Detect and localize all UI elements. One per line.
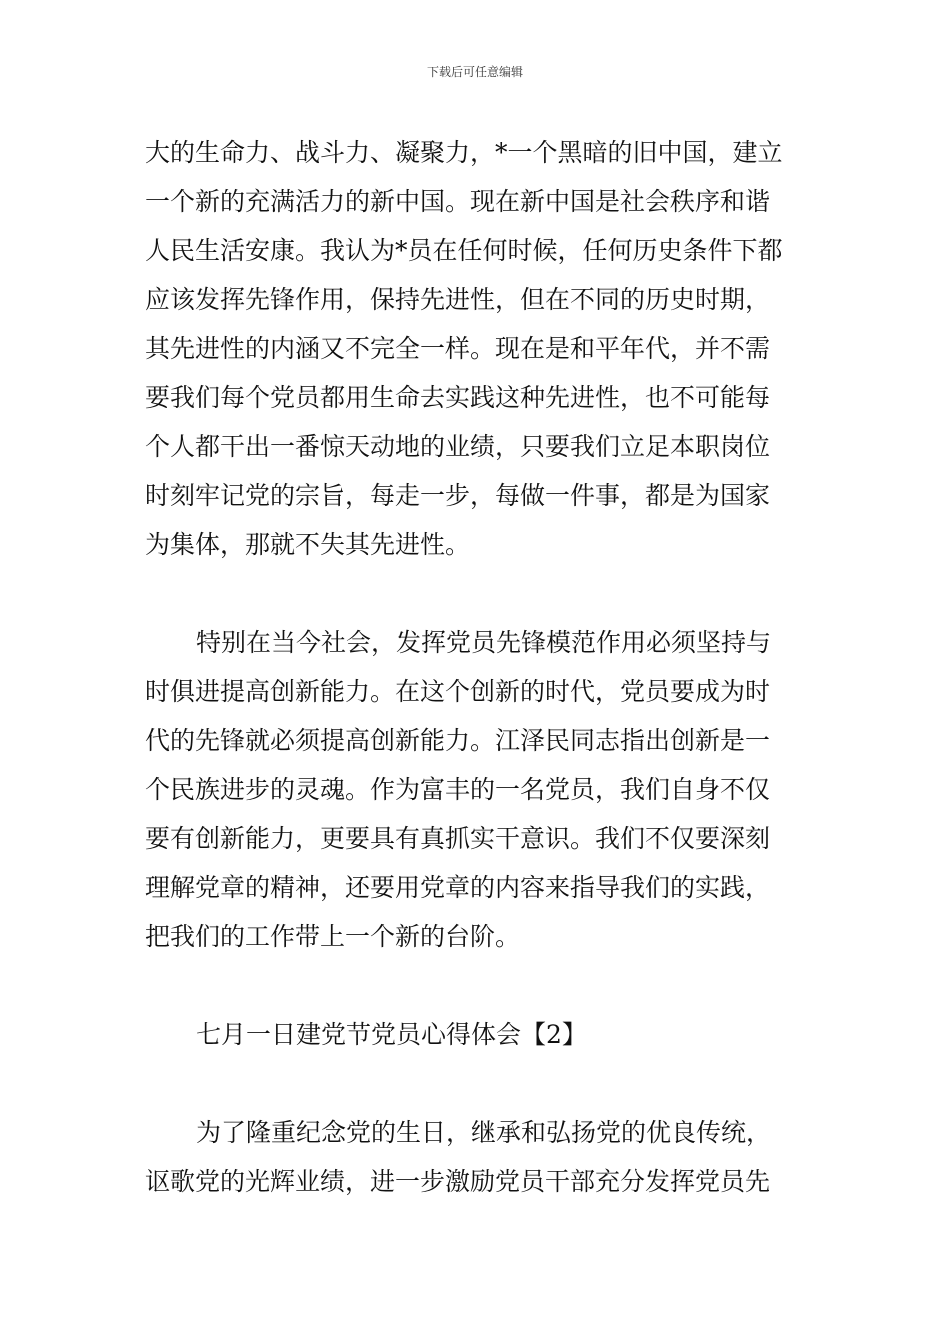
paragraph-line: 为了隆重纪念党的生日，继承和弘扬党的优良传统， bbox=[196, 1118, 772, 1147]
paragraph-spacer bbox=[145, 569, 807, 618]
paragraph-2 bbox=[145, 618, 807, 961]
paragraph-1 bbox=[145, 128, 807, 569]
paragraph-3 bbox=[145, 1108, 807, 1206]
heading-line: 七月一日建党节党员心得体会【2】 bbox=[196, 1020, 587, 1049]
paragraph-line: 大的生命力、战斗力、凝聚力，*一个黑暗的旧中国，建立 bbox=[145, 138, 783, 167]
paragraph-line: 个民族进步的灵魂。作为富丰的一名党员，我们自身不仅 bbox=[145, 775, 771, 804]
paragraph-line: 理解党章的精神，还要用党章的内容来指导我们的实践， bbox=[145, 873, 771, 902]
paragraph-line: 个人都干出一番惊天动地的业绩，只要我们立足本职岗位 bbox=[145, 432, 771, 461]
paragraph-line: 其先进性的内涵又不完全一样。现在是和平年代，并不需 bbox=[145, 334, 771, 363]
paragraph-line: 代的先锋就必须提高创新能力。江泽民同志指出创新是一 bbox=[145, 726, 771, 755]
paragraph-line: 特别在当今社会，发挥党员先锋模范作用必须坚持与 bbox=[196, 628, 772, 657]
paragraph-line: 时俱进提高创新能力。在这个创新的时代，党员要成为时 bbox=[145, 677, 771, 706]
paragraph-line: 要有创新能力，更要具有真抓实干意识。我们不仅要深刻 bbox=[145, 824, 771, 853]
paragraph-spacer bbox=[145, 961, 807, 1010]
paragraph-line: 时刻牢记党的宗旨，每走一步，每做一件事，都是为国家 bbox=[145, 481, 771, 510]
paragraph-line: 讴歌党的光辉业绩，进一步激励党员干部充分发挥党员先 bbox=[145, 1167, 771, 1196]
paragraph-spacer bbox=[145, 1059, 807, 1108]
page-header: 下载后可任意编辑 bbox=[426, 65, 523, 79]
document-body bbox=[145, 128, 807, 1206]
paragraph-line: 把我们的工作带上一个新的台阶。 bbox=[145, 922, 521, 951]
section-heading bbox=[145, 1010, 807, 1059]
paragraph-line: 为集体，那就不失其先进性。 bbox=[145, 530, 471, 559]
paragraph-line: 应该发挥先锋作用，保持先进性，但在不同的历史时期， bbox=[145, 285, 771, 314]
paragraph-line: 人民生活安康。我认为*员在任何时候，任何历史条件下都 bbox=[145, 236, 783, 265]
paragraph-line: 要我们每个党员都用生命去实践这种先进性，也不可能每 bbox=[145, 383, 771, 412]
paragraph-line: 一个新的充满活力的新中国。现在新中国是社会秩序和谐 bbox=[145, 187, 771, 216]
